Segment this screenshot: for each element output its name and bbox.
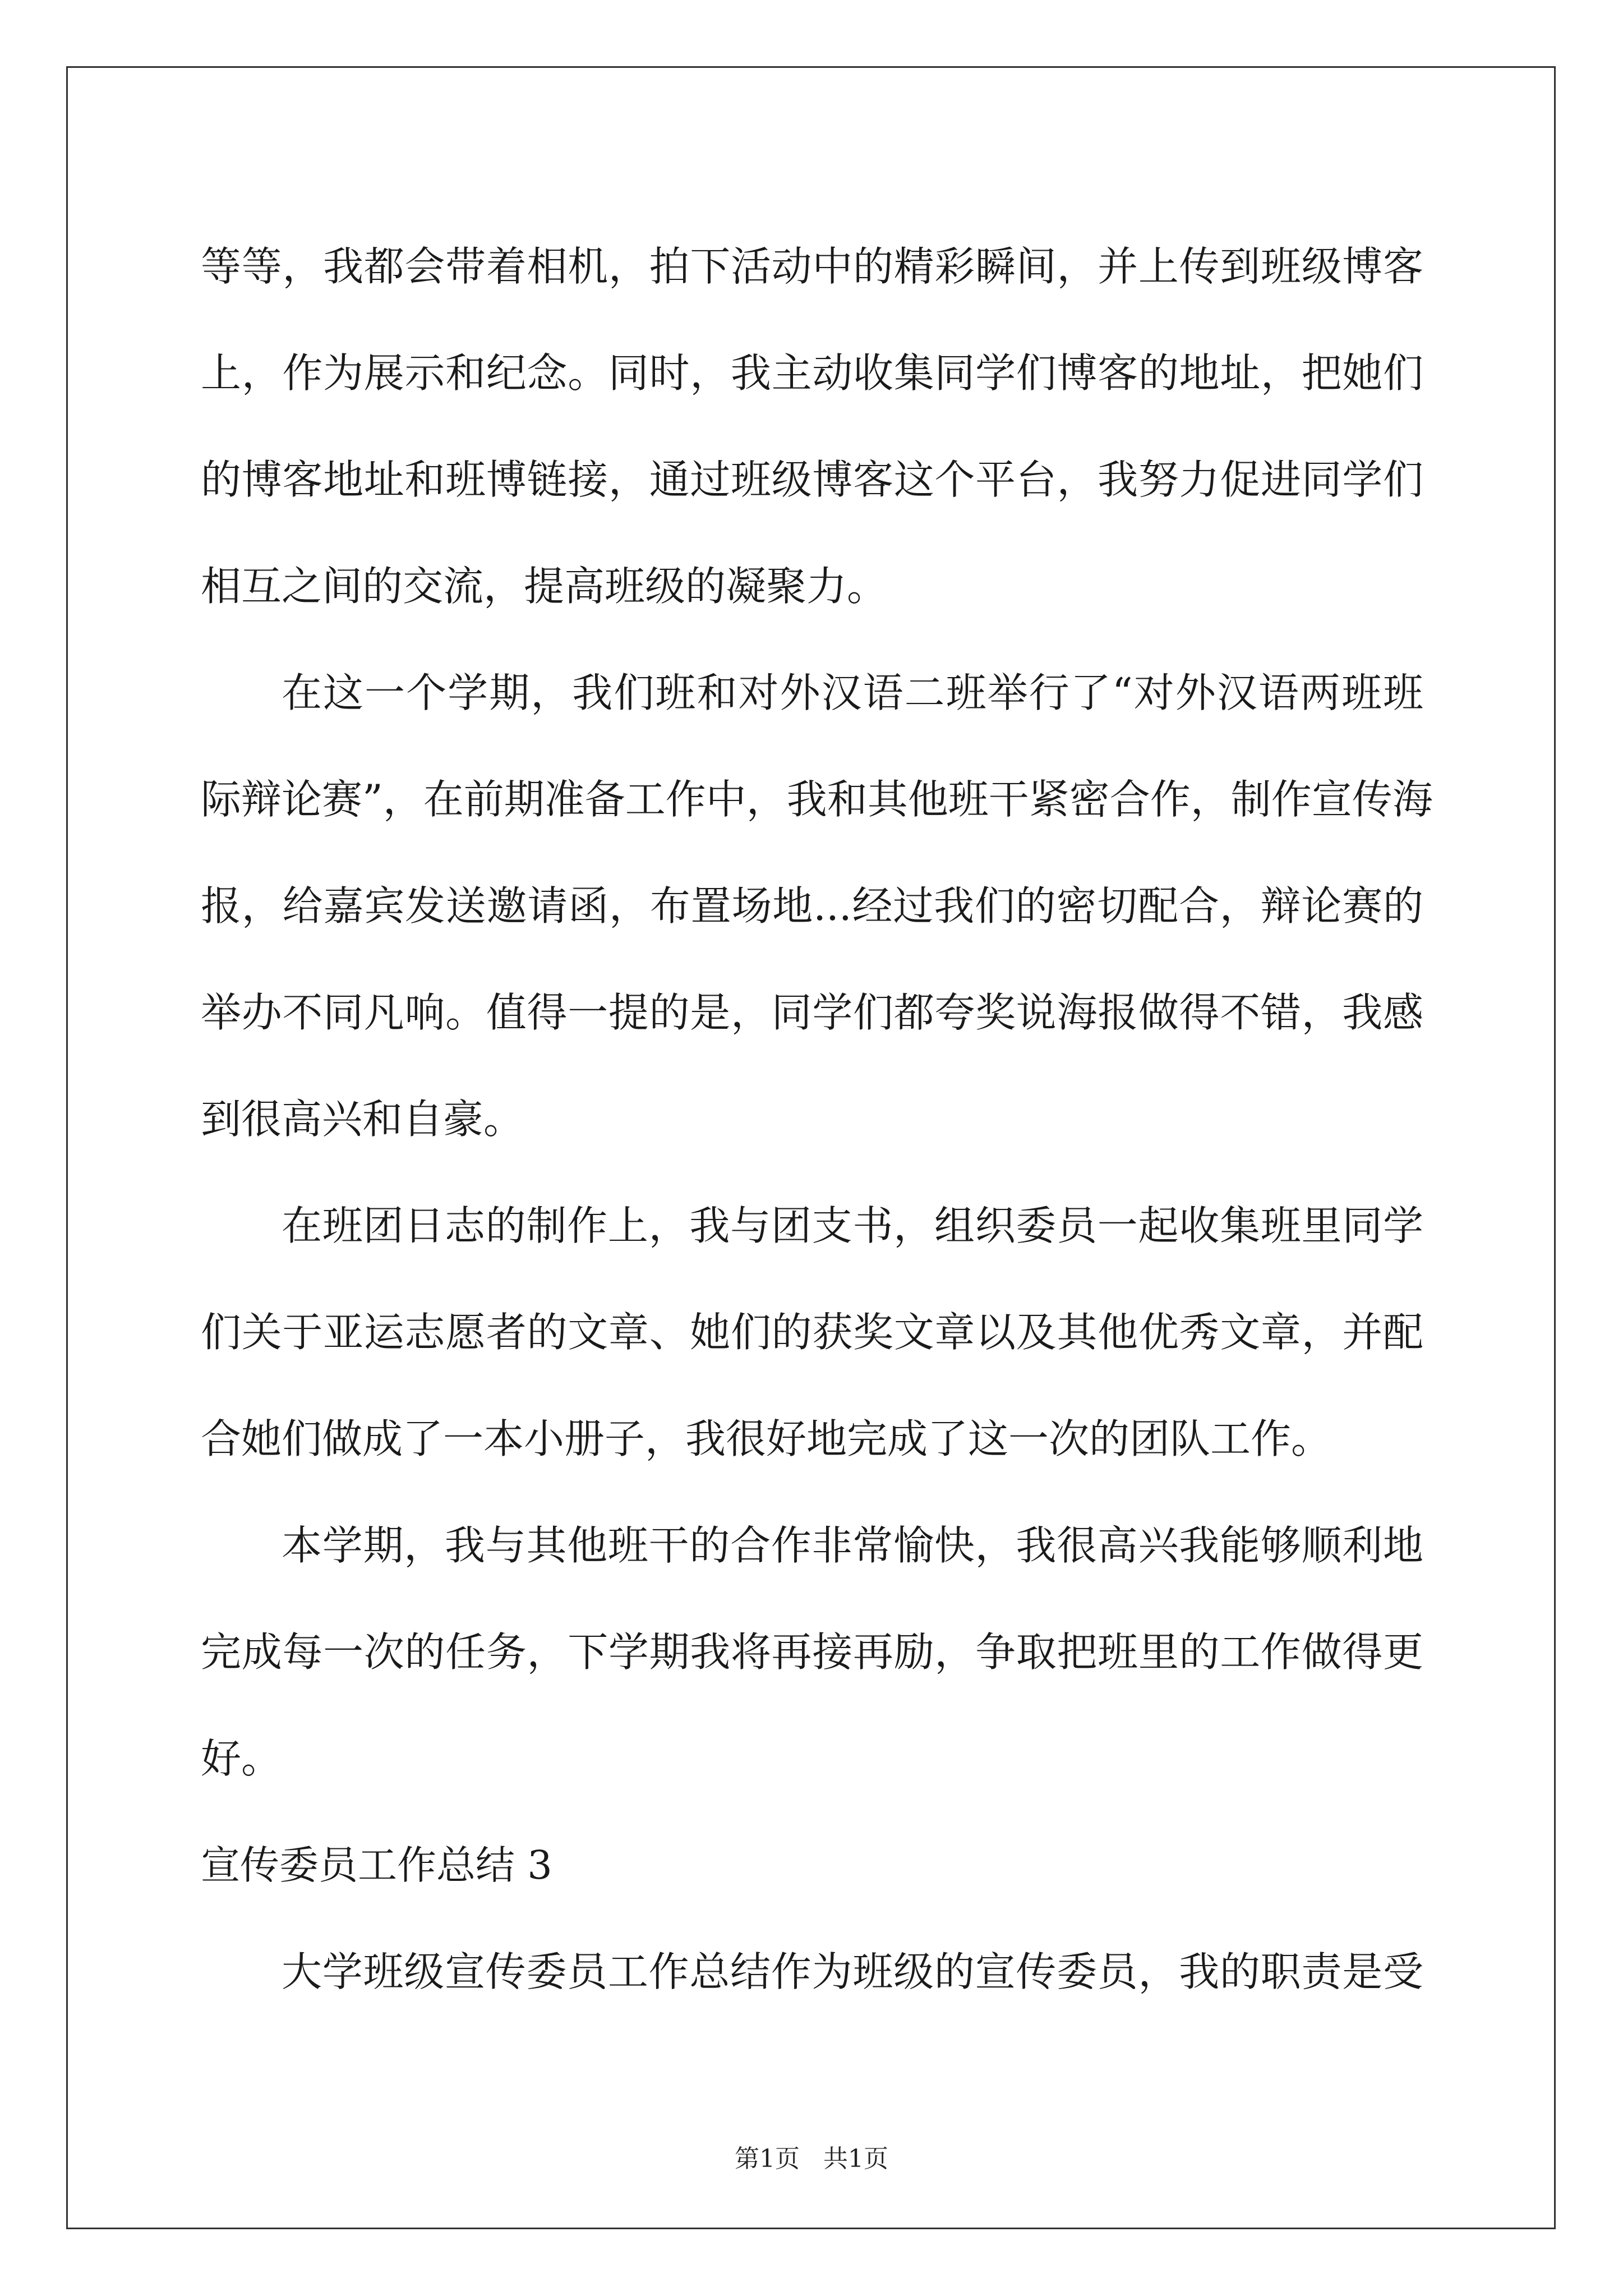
- text-line: 在这一个学期，我们班和对外汉语二班举行了“对外汉语两班班: [282, 669, 1423, 716]
- text-line: 在班团日志的制作上，我与团支书，组织委员一起收集班里同学: [282, 1202, 1423, 1249]
- document-body: [201, 213, 1433, 2025]
- text-line: 好。: [201, 1735, 282, 1782]
- text-line: 本学期，我与其他班干的合作非常愉快，我很高兴我能够顺利地: [282, 1522, 1423, 1569]
- text-line: 报，给嘉宾发送邀请函，布置场地...经过我们的密切配合，辩论赛的: [201, 882, 1423, 930]
- text-line: 合她们做成了一本小册子，我很好地完成了这一次的团队工作。: [201, 1415, 1332, 1462]
- text-line: 相互之间的交流，提高班级的凝聚力。: [201, 563, 888, 610]
- text-line: 的博客地址和班博链接，通过班级博客这个平台，我努力促进同学们: [201, 456, 1423, 503]
- page-footer: 第1页 共1页: [735, 2145, 888, 2173]
- text-line: 际辩论赛”，在前期准备工作中，我和其他班干紧密合作，制作宣传海: [201, 776, 1433, 823]
- text-line: 们关于亚运志愿者的文章、她们的获奖文章以及其他优秀文章，并配: [201, 1309, 1423, 1356]
- text-line: 上，作为展示和纪念。同时，我主动收集同学们博客的地址，把她们: [201, 349, 1423, 397]
- text-line: 等等，我都会带着相机，拍下活动中的精彩瞬间，并上传到班级博客: [201, 243, 1423, 290]
- text-line: 大学班级宣传委员工作总结作为班级的宣传委员，我的职责是受: [282, 1948, 1423, 1995]
- text-line: 到很高兴和自豪。: [201, 1096, 524, 1143]
- text-line: 完成每一次的任务，下学期我将再接再励，争取把班里的工作做得更: [201, 1628, 1423, 1676]
- section-heading: 宣传委员工作总结 3: [201, 1842, 552, 1888]
- text-line: 举办不同凡响。值得一提的是，同学们都夸奖说海报做得不错，我感: [201, 989, 1423, 1036]
